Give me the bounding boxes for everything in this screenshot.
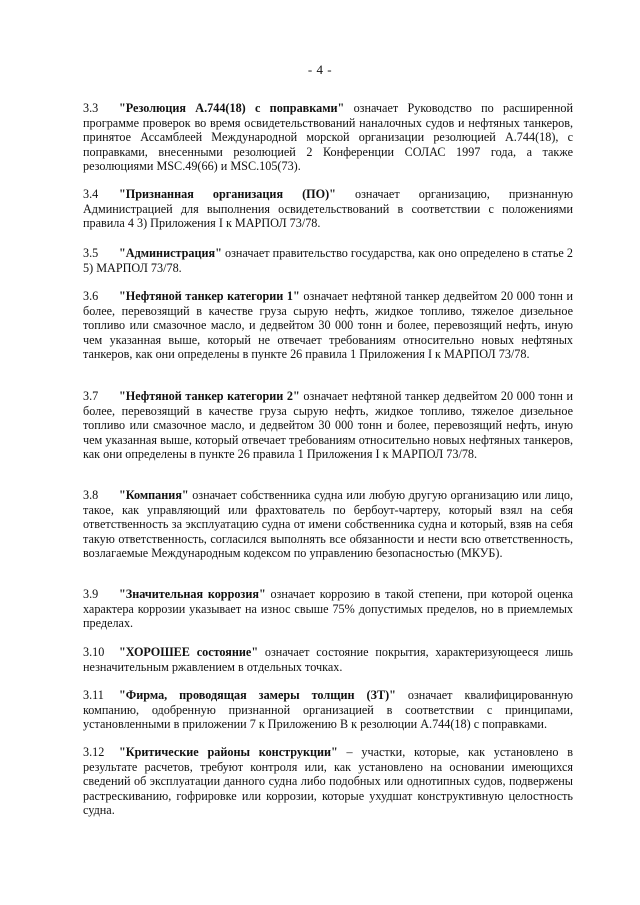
paragraph-3-7 [83,389,573,462]
definition-text: означает собственника судна или любую другую организацию или лицо, такое, как управляющий или фрахтователь по бербоут-чартеру, который взял на себя ответственность за эксплуатацию судна от имени собственника судна и который, взяв на себя такую ответственность, согласился выполнять все обязанности и нести всю ответственность, возлагаемые Международным кодексом по управлению безопасностью (МКУБ). [83,488,573,561]
definition-text: означает правительство государства, как оно определено в статье 2 5) МАРПОЛ 73/78. [83,246,573,275]
paragraph-number: 3.12 [83,745,105,759]
defined-term: "ХОРОШЕЕ состояние" [119,645,259,659]
definition-text: – участки, которые, как установлено в результате расчетов, требуют контроля или, как установлено на основании имеющихся сведений об эксплуатации данного судна либо подобных или однотипных судов, подвержены растрескиванию, гофрировке или коррозии, которые ухудшат конструктивную целостность судна. [83,745,573,818]
paragraph-number: 3.9 [83,587,99,601]
definition-text: означает нефтяной танкер дедвейтом 20 000 тонн и более, перевозящий в качестве груза сырую нефть, жидкое топливо, тяжелое дизельное топливо или смазочное масло, и дедвейтом 30 000 тонн и более, перевозящий нефть, иную чем указанная выше, который не отвечает требованиям относительно новых нефтяных танкеров, как они определены в пункте 26 правила 1 Приложения I к МАРПОЛ 73/78. [83,289,573,362]
definition-text: означает Руководство по расширенной программе проверок во время освидетельствований наналочных судов и нефтяных танкеров, принятое Ассамблеей Международной морской организации резолюцией A.744(18), с поправками, внесенными резолюцией 2 Конференции СОЛАС 1997 года, а также резолюциями MSC.49(66) и MSC.105(73). [83,101,574,174]
defined-term: "Нефтяной танкер категории 1" [119,289,300,303]
defined-term: "Критические районы конструкции" [119,745,338,759]
paragraph-3-9 [83,587,573,631]
paragraph-number: 3.3 [83,101,99,115]
paragraph-3-6 [83,289,573,362]
defined-term: "Резолюция A.744(18) с поправками" [119,101,345,115]
definition-text: означает состояние покрытия, характеризующееся лишь незначительным ржавлением в отдельных точках. [83,645,573,674]
paragraph-number: 3.4 [83,187,99,201]
paragraph-3-8 [83,488,573,561]
definition-text: означает коррозию в такой степени, при которой оценка характера коррозии указывает на износ свыше 75% допустимых пределов, но в приемлемых пределах. [83,587,573,631]
defined-term: "Фирма, проводящая замеры толщин (ЗТ)" [119,688,396,702]
paragraph-3-4 [83,187,573,231]
defined-term: "Значительная коррозия" [119,587,266,601]
paragraph-3-3 [83,101,573,174]
definition-text: означает нефтяной танкер дедвейтом 20 000 тонн и более, перевозящий в качестве груза сырую нефть, жидкое топливо, тяжелое дизельное топливо или смазочное масло, и дедвейтом 30 000 тонн и более, перевозящий нефть, иную чем указанная выше, который отвечает требованиям относительно новых нефтяных танкеров, как они определены в пункте 26 правила 1 Приложения I к МАРПОЛ 73/78. [83,389,573,462]
defined-term: "Нефтяной танкер категории 2" [119,389,300,403]
paragraph-3-12 [83,745,573,818]
defined-term: "Администрация" [119,246,222,260]
paragraph-number: 3.7 [83,389,99,403]
paragraph-number: 3.10 [83,645,105,659]
paragraph-number: 3.5 [83,246,99,260]
page-number: - 4 - [307,62,333,77]
paragraph-number: 3.8 [83,488,99,502]
paragraph-number: 3.11 [83,688,104,702]
definition-text: означает квалифицированную компанию, одобренную признанной организацией в соответствии с принципами, установленными в приложении 7 к Приложению B к резолюции A.744(18) с поправками. [83,688,573,732]
definition-text: означает организацию, признанную Администрацией для выполнения освидетельствований в соответствии с положениями правила 4 3) Приложения I к МАРПОЛ 73/78. [83,187,573,231]
paragraph-number: 3.6 [83,289,99,303]
defined-term: "Компания" [119,488,189,502]
paragraph-3-10 [83,645,573,674]
paragraph-3-11 [83,688,573,732]
paragraph-3-5 [83,246,573,275]
defined-term: "Признанная организация (ПО)" [119,187,336,201]
